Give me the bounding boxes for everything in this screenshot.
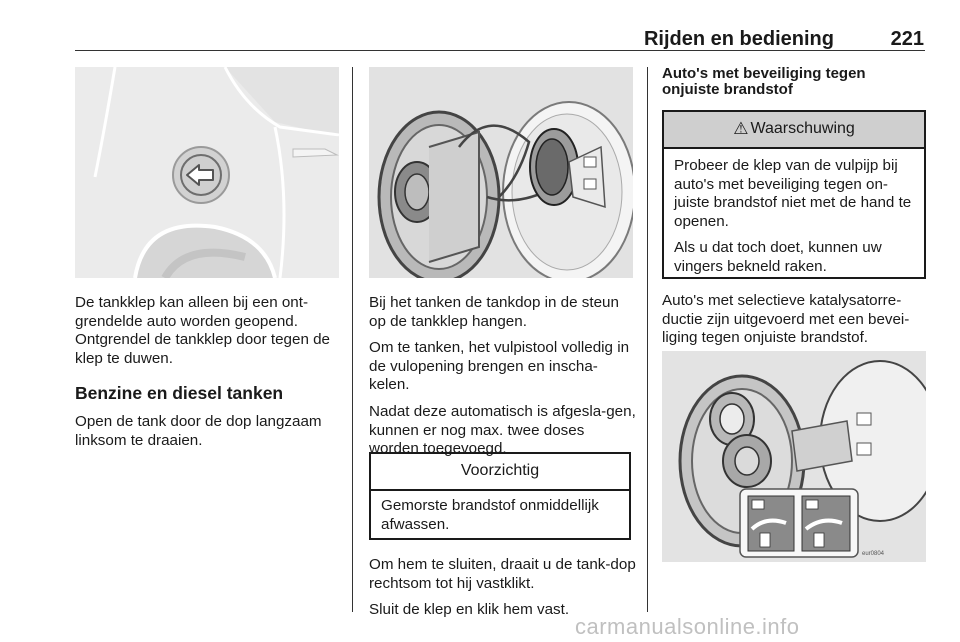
paragraph: Bij het tanken de tankdop in de steun op de tankklep hangen. xyxy=(369,294,619,330)
fuel-flap-car-illustration xyxy=(75,67,339,278)
warning-box xyxy=(662,110,926,279)
running-header-title: Rijden en bediening xyxy=(643,28,834,50)
column-2-text xyxy=(369,294,637,467)
warning-triangle-icon: ⚠ xyxy=(733,119,749,139)
paragraph: Om hem te sluiten, draait u de tank-dop rechtsom tot hij vastklikt. xyxy=(369,556,636,592)
paragraph: Auto's met selectieve katalysatorre-ductie zijn uitgevoerd met een bevei-liging tegen onjuiste brandstof. xyxy=(662,292,910,347)
page-number: 221 xyxy=(890,28,924,50)
paragraph: Open de tank door de dop langzaam linksom te draaien. xyxy=(75,412,322,449)
caution-title: Voorzichtig xyxy=(371,454,629,491)
warning-text: Als u dat toch doet, kunnen uw vingers bekneld raken. xyxy=(674,239,882,275)
figure-code: eur0804 xyxy=(862,551,885,557)
misfuel-protection-filler-illustration xyxy=(662,351,926,562)
warning-text: Probeer de klep van de vulpijp bij auto's met beveiliging tegen on-juiste brandstof niet met de hand te openen. xyxy=(674,157,912,230)
caution-text: Gemorste brandstof onmiddellijk afwassen. xyxy=(381,497,599,533)
column-divider-1 xyxy=(352,67,353,612)
warning-header xyxy=(664,112,924,149)
section-heading: Auto's met beveiliging tegen onjuiste brandstof xyxy=(662,65,866,98)
header-rule xyxy=(75,50,925,51)
paragraph: Nadat deze automatisch is afgesla-gen, kunnen er nog max. twee doses worden toegevoegd. xyxy=(369,402,636,458)
watermark: carmanualsonline.info xyxy=(575,614,800,639)
paragraph: Sluit de klep en klik hem vast. xyxy=(369,601,570,619)
open-fuel-flap-cap-illustration xyxy=(369,67,633,278)
caution-box xyxy=(369,452,631,540)
paragraph: Om te tanken, het vulpistool volledig in de vulopening brengen en inscha-kelen. xyxy=(369,339,630,394)
column-divider-2 xyxy=(647,67,648,612)
section-heading: Benzine en diesel tanken xyxy=(75,383,284,404)
column-1-text xyxy=(75,294,343,458)
paragraph: De tankklep kan alleen bij een ont-grendelde auto worden geopend. Ontgrendel de tankklep door tegen de klep te duwen. xyxy=(75,294,330,367)
column-3-text xyxy=(662,292,932,356)
warning-title: Waarschuwing xyxy=(750,120,855,138)
